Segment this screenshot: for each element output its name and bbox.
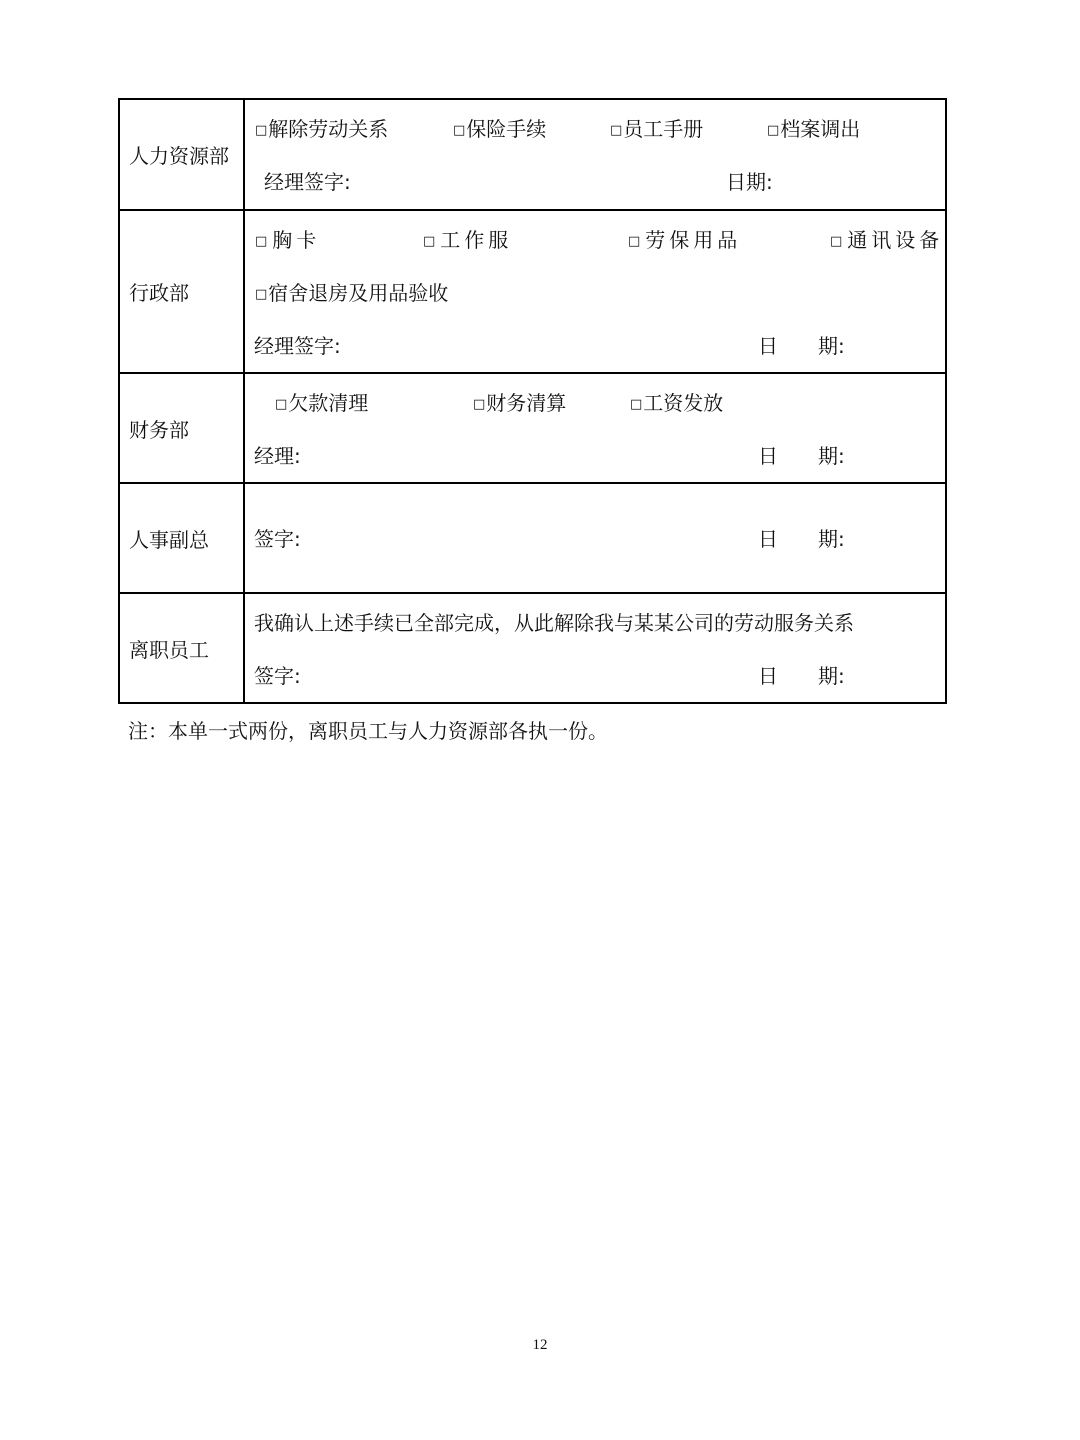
date-label-day: 日 [758, 444, 778, 468]
row-finance-department [120, 372, 945, 482]
date-label-period: 期: [818, 527, 845, 551]
row-departing-employee [120, 592, 945, 702]
row-hr-department [120, 100, 945, 209]
checkbox-item-employee-handbook[interactable]: □员工手册 [610, 117, 704, 141]
checkbox-item-dorm-checkout[interactable]: □宿舍退房及用品验收 [255, 281, 449, 305]
department-label-departing-employee: 离职员工 [120, 594, 245, 702]
finance-content [245, 374, 945, 482]
manager-label: 经理: [254, 444, 301, 468]
checkbox-item-terminate-labor[interactable]: □解除劳动关系 [255, 117, 389, 141]
checkbox-item-insurance[interactable]: □保险手续 [453, 117, 547, 141]
checkbox-icon: □ [275, 397, 288, 412]
checkbox-icon: □ [830, 234, 847, 249]
date-label-period: 期: [818, 444, 845, 468]
checkbox-icon: □ [610, 123, 623, 138]
checkbox-item-protective-supplies[interactable]: □劳保用品 [628, 228, 742, 252]
date-label: 日期: [726, 170, 773, 194]
page-number: 12 [532, 1337, 548, 1353]
checkbox-item-work-uniform[interactable]: □工作服 [423, 228, 513, 252]
checkbox-icon: □ [255, 123, 268, 138]
departing-employee-content [245, 594, 945, 702]
date-label-day: 日 [758, 664, 778, 688]
hr-content [245, 100, 945, 209]
confirmation-statement: 我确认上述手续已全部完成，从此解除我与某某公司的劳动服务关系 [254, 611, 854, 635]
checkbox-icon: □ [255, 234, 272, 249]
checkbox-icon: □ [628, 234, 645, 249]
checkbox-icon: □ [630, 397, 643, 412]
department-label-admin: 行政部 [120, 211, 245, 372]
date-label-day: 日 [758, 334, 778, 358]
resignation-clearance-form [118, 98, 947, 704]
checkbox-icon: □ [423, 234, 440, 249]
department-label-hr-vp: 人事副总 [120, 484, 245, 592]
checkbox-icon: □ [255, 287, 268, 302]
date-label-period: 期: [818, 334, 845, 358]
checkbox-icon: □ [473, 397, 486, 412]
date-label-day: 日 [758, 527, 778, 551]
signature-label: 签字: [254, 527, 301, 551]
manager-signature-label: 经理签字: [264, 170, 351, 194]
signature-label: 签字: [254, 664, 301, 688]
checkbox-item-salary-payment[interactable]: □工资发放 [630, 391, 724, 415]
footnote: 注：本单一式两份，离职员工与人力资源部各执一份。 [128, 719, 608, 743]
checkbox-item-file-transfer[interactable]: □档案调出 [767, 117, 861, 141]
checkbox-icon: □ [767, 123, 780, 138]
date-label-period: 期: [818, 664, 845, 688]
row-admin-department [120, 209, 945, 372]
hr-vp-content [245, 484, 945, 592]
checkbox-item-badge[interactable]: □胸卡 [255, 228, 321, 252]
checkbox-item-financial-settlement[interactable]: □财务清算 [473, 391, 567, 415]
checkbox-item-debt-clearing[interactable]: □欠款清理 [275, 391, 369, 415]
row-hr-vice-president [120, 482, 945, 592]
admin-content [245, 211, 945, 372]
checkbox-item-communication-device[interactable]: □通讯设备 [830, 228, 944, 252]
department-label-hr: 人力资源部 [120, 100, 245, 209]
manager-signature-label: 经理签字: [254, 334, 341, 358]
department-label-finance: 财务部 [120, 374, 245, 482]
checkbox-icon: □ [453, 123, 466, 138]
